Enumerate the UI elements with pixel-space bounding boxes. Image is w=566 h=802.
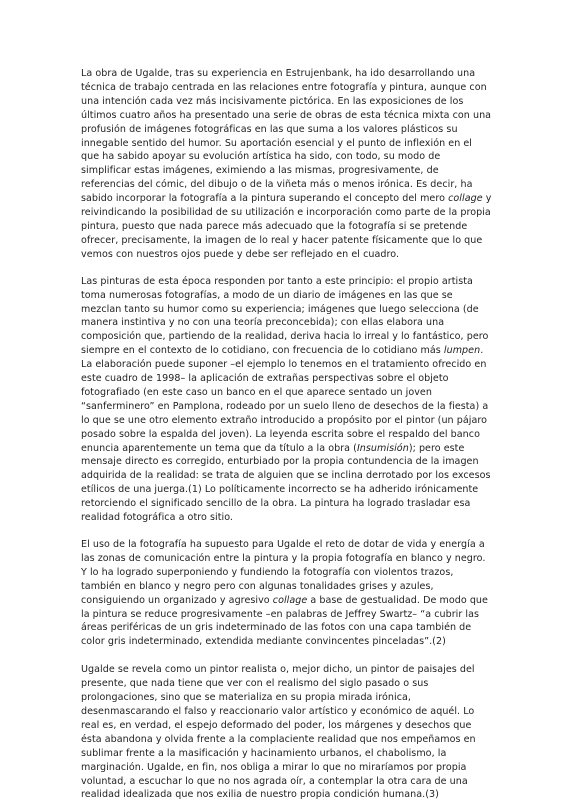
- paragraph-2-italic-lumpen: lumpen: [443, 345, 481, 357]
- paragraph-2-text-2: . La elaboración puede suponer –el ejemplo lo tenemos en el tratamiento ofrecido en este cuadro de 1998– la aplicación de extrañas perspectivas sobre el objeto fotografiado (en este caso un banco en el que aparece sentado un joven “sanferminero” en Pamplona, rodeado por un suelo lleno de desechos de la fiesta) a lo que se une otro elemento extraño introducido a propósito por el pintor (un pájaro posado sobre la espalda del joven). La leyenda escrita sobre el respaldo del banco enuncia aparentemente un tema que da título a la obra (: [81, 345, 489, 454]
- paragraph-3-text-2: a base de gestualidad. De modo que la pintura se reduce progresivamente –en palabras de Jeffrey Swartz– “a cubrir las áreas periféricas de un gris indeterminado de las fotos con una capa también de color gris indeterminado, extendida mediante convincentes pinceladas”.(2): [81, 594, 488, 648]
- paragraph-3-text-1: El uso de la fotografía ha supuesto para Ugalde el reto de dotar de vida y energía a las zonas de comunicación entre la pintura y la propia fotografía en blanco y negro. Y lo ha logrado superponiendo y fundiendo la fotografía con violentos trazos, también en blanco y negro pero con algunas tonalidades grises y azules, consiguiendo un organizado y agresivo: [81, 539, 486, 606]
- paragraph-2-text-1: Las pinturas de esta época responden por tanto a este principio: el propio artista toma numerosas fotografías, a modo de un diario de imágenes en las que se mezclan tanto su humor como su experiencia; imágenes que luego selecciona (de manera instintiva y no con una teoría preconcebida); con ellas elabora una composición que, partiendo de la realidad, deriva hacia lo irreal y lo fantástico, pero siempre en el contexto de lo cotidiano, con frecuencia de lo cotidiano más: [81, 275, 489, 357]
- paragraph-2: [81, 275, 493, 525]
- paragraph-4: [81, 663, 493, 802]
- paragraph-3-italic-collage: collage: [272, 594, 308, 606]
- paragraph-1-italic-collage: collage: [448, 193, 483, 205]
- document-body: [81, 67, 493, 802]
- paragraph-3: [81, 538, 493, 649]
- paragraph-1-text-2: y reivindicando la posibilidad de su utilización e incorporación como parte de la propia pintura, puesto que nada parece más adecuado que la fotografía si se pretende ofrecer, precisamente, la imagen de lo real y hacer patente físicamente que lo que vemos con nuestros ojos puede y debe ser reflejado en el cuadro.: [81, 193, 492, 260]
- paragraph-2-text-3: ); pero este mensaje directo es corregido, enturbiado por la propia contundencia de la imagen adquirida de la realidad: se trata de alguien que se inclina derrotado por los excesos etílicos de una juerga.(1) Lo políticamente incorrecto se ha adherido irónicamente retorciendo el significado sencillo de la obra. La pintura ha logrado trasladar esa realidad fotográfica a otro sitio.: [81, 442, 491, 524]
- paragraph-1-text-1: La obra de Ugalde, tras su experiencia en Estrujenbank, ha ido desarrollando una técnica de trabajo centrada en las relaciones entre fotografía y pintura, aunque con una intención cada vez más incisivamente pictórica. En las exposiciones de los últimos cuatro años ha presentado una serie de obras de esta técnica mixta con una profusión de imágenes fotográficas en las que suma a los valores plásticos su innegable sentido del humor. Su aportación esencial y el punto de inflexión en el que ha sabido apoyar su evolución artística ha sido, con todo, su modo de simplificar estas imágenes, eximiendo a las mismas, progresivamente, de referencias del cómic, del dibujo o de la viñeta más o menos irónica. Es decir, ha sabido incorporar la fotografía a la pintura superando el concepto del mero: [81, 68, 492, 205]
- paragraph-4-text-1: Ugalde se revela como un pintor realista o, mejor dicho, un pintor de paisajes del presente, que nada tiene que ver con el realismo del siglo pasado o sus prolongaciones, sino que se materializa en su propia mirada irónica, desenmascarando el falso y reaccionario valor artístico y económico de aquél. Lo real es, en verdad, el espejo deformado del poder, los márgenes y desechos que ésta abandona y olvida frente a la complaciente realidad que nos empeñamos en sublimar frente a la masificación y hacinamiento urbanos, el chabolismo, la marginación. Ugalde, en fin, nos obliga a mirar lo que no miraríamos por propia voluntad, a escuchar lo que no nos agrada oír, a contemplar la otra cara de una realidad idealizada que nos exilia de nuestro propia condición humana.(3): [81, 664, 476, 801]
- paragraph-1: [81, 67, 493, 262]
- paragraph-2-italic-insumision: Insumisión: [356, 442, 409, 454]
